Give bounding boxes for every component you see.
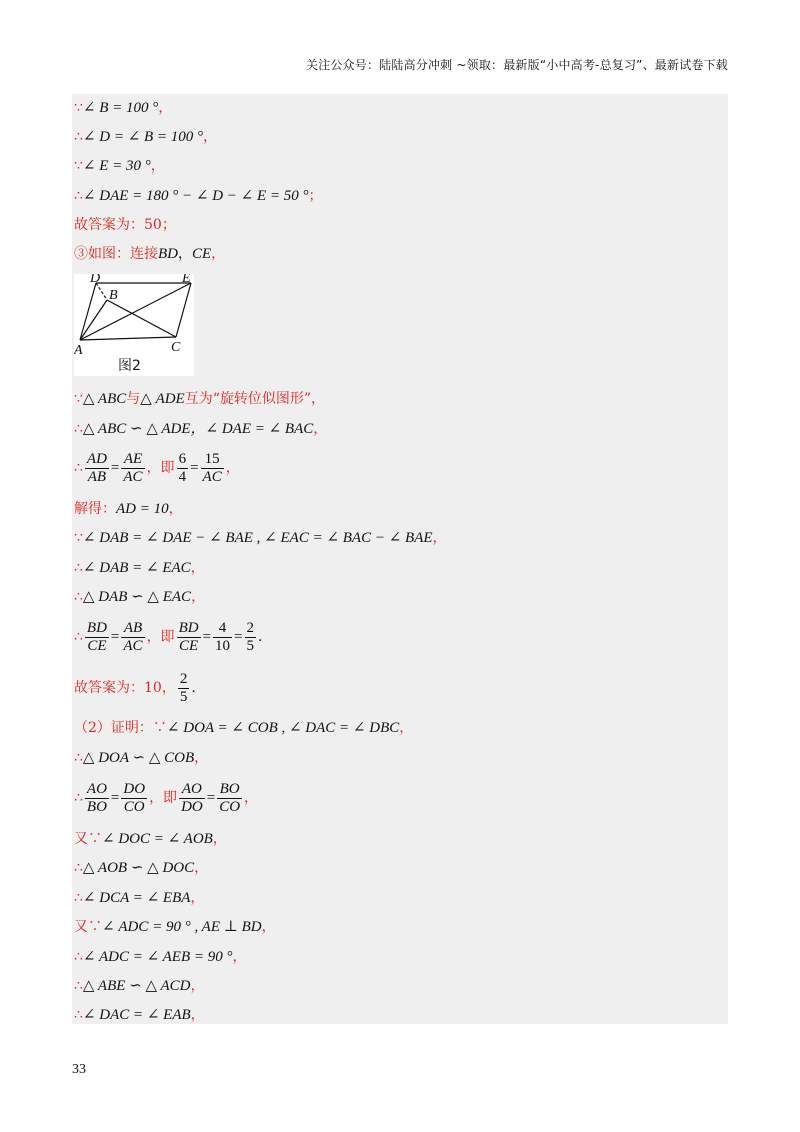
page-header: 关注公众号：陆陆高分冲刺 ~领取：最新版“小中高考-总复习”、最新试卷下载 — [305, 58, 728, 72]
line-19: 又∵∠ DOC = ∠ AOB， — [74, 831, 227, 847]
segment-ad — [80, 283, 96, 340]
label-e: E — [182, 274, 191, 286]
line-7: ∵△ ABC与△ ADE互为“旋转位似图形”， — [74, 391, 326, 407]
segment-ae — [80, 283, 191, 340]
segment-ec — [176, 283, 191, 337]
label-c: C — [171, 340, 181, 355]
line-22: 又∵∠ ADC = 90 ° , AE ⊥ BD， — [74, 919, 276, 935]
line-4: ∴∠ DAE = 180 ° − ∠ D − ∠ E = 50 °； — [74, 188, 323, 204]
line-13: ∴△ DAB ∽ △ EAC， — [74, 589, 206, 605]
frac-4-10: $\frac{4}{10}$ — [215, 619, 231, 654]
line-24: ∴△ ABE ∽ △ ACD， — [74, 978, 205, 994]
line-25: ∴∠ DAC = ∠ EAB， — [74, 1007, 205, 1023]
line-16: （2）证明：∵∠ DOA = ∠ COB , ∠ DAC = ∠ DBC， — [74, 720, 414, 736]
line-21: ∴∠ DCA = ∠ EBA， — [74, 890, 205, 906]
frac-2-5: $\frac{2}{5}$ — [246, 619, 254, 654]
line-18: ∴ $\frac{AO}{BO}$ = $\frac{DO}{CO}$ ，即 $\frac{AO}{DO}$ = $\frac{BO}{CO}$ ， — [74, 780, 259, 815]
label-d: D — [90, 274, 101, 286]
geometry-figure — [74, 274, 194, 376]
segment-bc — [107, 300, 176, 337]
line-5: 故答案为：50； — [74, 217, 176, 233]
label-a: A — [74, 343, 83, 358]
frac-ao-bo: $\frac{AO}{BO}$ — [86, 780, 107, 815]
line-6: ③如图：连接BD，CE， — [74, 246, 226, 262]
line-14: ∴ $\frac{BD}{CE}$ = $\frac{AB}{AC}$ ，即 $\frac{BD}{CE}$ = $\frac{4}{10}$ = $\frac{2}{5}$ . — [74, 619, 263, 654]
frac-ad-ab: $\frac{AD}{AB}$ — [86, 450, 107, 485]
line-1: ∵∠ B = 100 °， — [74, 100, 173, 116]
solution-block — [72, 94, 728, 1024]
page-number: 33 — [72, 1062, 86, 1077]
frac-bd-ce-2: $\frac{BD}{CE}$ — [178, 619, 199, 654]
line-20: ∴△ AOB ∽ △ DOC， — [74, 860, 209, 876]
line-3: ∵∠ E = 30 °， — [74, 158, 165, 174]
line-8: ∴△ ABC ∽ △ ADE，∠ DAE = ∠ BAC， — [74, 421, 328, 437]
frac-answer-2-5: $\frac{2}{5}$ — [179, 670, 188, 705]
line-2: ∴∠ D = ∠ B = 100 °， — [74, 129, 218, 145]
figure-caption: 图2 — [118, 358, 141, 374]
frac-ao-do: $\frac{AO}{DO}$ — [181, 780, 203, 815]
frac-bo-co: $\frac{BO}{CO}$ — [219, 780, 241, 815]
frac-do-co: $\frac{DO}{CO}$ — [123, 780, 146, 815]
frac-ab-ac: $\frac{AB}{AC}$ — [123, 619, 143, 654]
segment-ab — [80, 300, 107, 340]
line-23: ∴∠ ADC = ∠ AEB = 90 °， — [74, 949, 247, 965]
segment-ca — [80, 337, 176, 340]
line-11: ∵∠ DAB = ∠ DAE − ∠ BAE , ∠ EAC = ∠ BAC − ∠ BAE， — [74, 530, 447, 546]
frac-15-ac: $\frac{15}{AC}$ — [202, 450, 222, 485]
label-b: B — [109, 288, 118, 303]
frac-6-4: $\frac{6}{4}$ — [178, 450, 187, 485]
line-12: ∴∠ DAB = ∠ EAC， — [74, 560, 205, 576]
frac-bd-ce: $\frac{BD}{CE}$ — [86, 619, 107, 654]
figure-svg — [74, 274, 194, 376]
line-15: 故答案为：10， $\frac{2}{5}$ . — [74, 670, 196, 705]
line-17: ∴△ DOA ∽ △ COB， — [74, 750, 209, 766]
frac-ae-ac: $\frac{AE}{AC}$ — [123, 450, 143, 485]
line-9: ∴ $\frac{AD}{AB}$ = $\frac{AE}{AC}$ ，即 $\frac{6}{4}$ = $\frac{15}{AC}$ ， — [74, 450, 240, 485]
line-10: 解得：AD = 10， — [74, 501, 183, 517]
